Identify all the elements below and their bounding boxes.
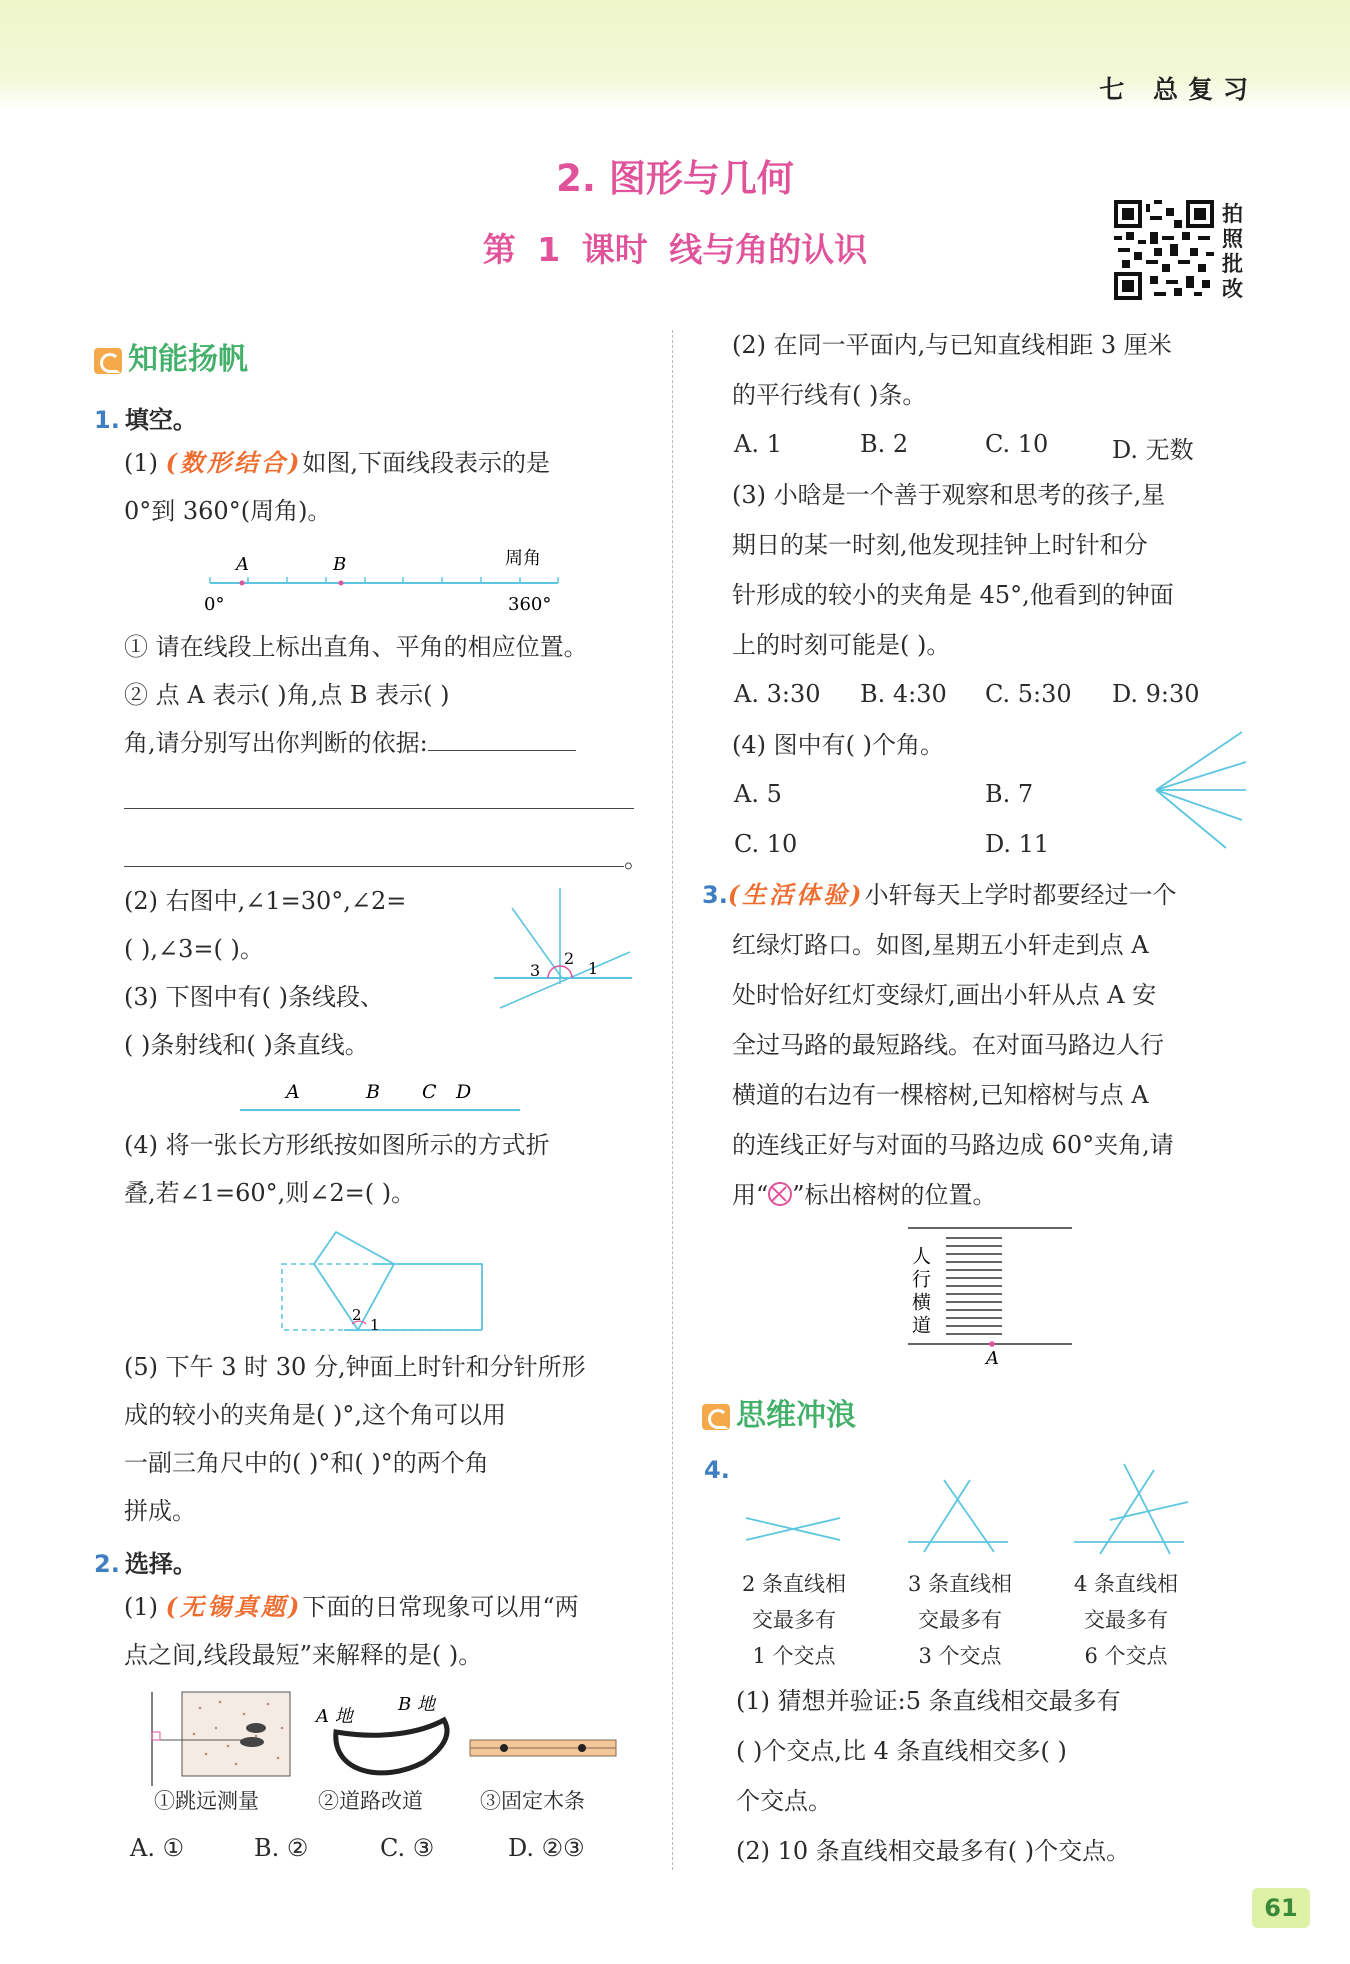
long-jump-picture: [140, 1688, 300, 1788]
q1-p1-b2: [124, 728, 576, 758]
page-title: 2. 图形与几何: [556, 157, 794, 200]
fig-label-b: B: [333, 554, 347, 575]
q2-3-option-b[interactable]: B. 4:30: [860, 680, 947, 708]
q2-heading: [94, 1544, 197, 1579]
q1-p5-line2: 成的较小的夹角是( )°,这个角可以用: [124, 1401, 506, 1429]
q1-p5-line4: 拼成。: [124, 1497, 196, 1525]
point-a-label: A: [286, 1081, 300, 1103]
caption-four-lines-2: 交最多有: [1084, 1608, 1168, 1632]
q1-p4-line1: (4) 将一张长方形纸按如图所示的方式折: [124, 1131, 550, 1159]
q2-p3-line1: (3) 小晗是一个善于观察和思考的孩子,星: [732, 481, 1166, 509]
q1-number: 1.: [94, 406, 120, 434]
column-divider: [672, 330, 673, 1870]
q2-4-option-a[interactable]: A. 5: [734, 780, 782, 808]
answer-line-3-wrap: [124, 844, 648, 874]
fold-angle-2-label: 2: [352, 1306, 362, 1324]
caption-four-lines: [1066, 1566, 1186, 1674]
q1-title: 填空。: [124, 406, 197, 434]
three-lines-figure: [904, 1470, 1024, 1554]
q1-heading: [94, 400, 197, 435]
q3-text-1: 小轩每天上学时都要经过一个: [864, 881, 1177, 909]
fig-label-a: A: [236, 554, 249, 575]
section-knowledge: [94, 334, 248, 378]
q2-3-option-a[interactable]: A. 3:30: [734, 680, 821, 708]
caption-two-lines-3: 1 个交点: [752, 1644, 836, 1668]
q2-1-option-d[interactable]: D. ②③: [508, 1834, 585, 1862]
fig-label-0: 0°: [204, 594, 225, 615]
q1-p1-a: ① 请在线段上标出直角、平角的相应位置。: [124, 633, 588, 661]
q2-p1-line2: 点之间,线段最短”来解释的是( )。: [124, 1641, 483, 1669]
wave-icon: [702, 1404, 730, 1430]
q1-p1-b2-text: 角,请分别写出你判断的依据:: [124, 729, 428, 757]
q2-3-option-d[interactable]: D. 9:30: [1112, 680, 1200, 708]
place-b-label: B 地: [398, 1694, 435, 1715]
q1-p1-tag: (数形结合): [165, 448, 303, 477]
point-a-text: A: [986, 1348, 999, 1369]
q2-1-option-c[interactable]: C. ③: [380, 1834, 435, 1862]
q2-p4-line1: (4) 图中有( )个角。: [732, 731, 944, 759]
q2-p3-line4: 上的时刻可能是( )。: [732, 631, 951, 659]
q2-number: 2.: [94, 1550, 120, 1578]
q4-p1-line2: ( )个交点,比 4 条直线相交多( ): [736, 1737, 1067, 1765]
pic1-caption: ①跳远测量: [154, 1789, 259, 1813]
q1-p1-line2: 0°到 360°(周角)。: [124, 497, 332, 525]
q2-p1-tag: (无锡真题): [165, 1592, 303, 1621]
q2-2-option-a[interactable]: A. 1: [734, 430, 782, 458]
q1-p3-line2: ( )条射线和( )条直线。: [124, 1031, 369, 1059]
place-a-label: A 地: [316, 1706, 353, 1727]
two-lines-figure: [740, 1470, 860, 1554]
point-d-label: D: [456, 1081, 472, 1103]
q1-p5-line3: 一副三角尺中的( )°和( )°的两个角: [124, 1449, 489, 1477]
point-a-marker: [989, 1341, 995, 1347]
fig-label-360: 360°: [508, 594, 552, 615]
q4-p1-line3: 个交点。: [736, 1787, 832, 1815]
fig-label-full-angle: 周角: [505, 548, 541, 569]
q3-number: 3.: [702, 881, 728, 909]
q1-p2-line2: ( ),∠3=( )。: [124, 935, 264, 963]
pic2-caption: ②道路改道: [318, 1789, 423, 1813]
q2-1-option-a[interactable]: A. ①: [130, 1834, 185, 1862]
q1-p1-prefix: (1): [124, 449, 158, 477]
q2-1-option-b[interactable]: B. ②: [254, 1834, 309, 1862]
point-c-label: C: [422, 1081, 437, 1103]
q3-line4: 全过马路的最短路线。在对面马路边人行: [732, 1031, 1164, 1059]
q2-4-option-c[interactable]: C. 10: [734, 830, 798, 858]
caption-three-lines: [900, 1566, 1020, 1674]
caption-four-lines-1: 4 条直线相: [1073, 1572, 1179, 1596]
chapter-label: 七 总复习: [1099, 75, 1258, 104]
q3-text-7b: ”标出榕树的位置。: [792, 1181, 997, 1209]
q2-4-option-b[interactable]: B. 7: [985, 780, 1034, 808]
crosswalk-label: 人行横道: [909, 1246, 931, 1338]
q2-p2-line2: 的平行线有( )条。: [732, 381, 927, 409]
answer-line-3[interactable]: [124, 866, 624, 867]
q2-2-option-c[interactable]: C. 10: [985, 430, 1049, 458]
caption-four-lines-3: 6 个交点: [1084, 1644, 1168, 1668]
q2-p1-prefix: (1): [124, 1593, 158, 1621]
q3-line6: 的连线正好与对面的马路边成 60°夹角,请: [732, 1131, 1174, 1159]
q1-p3-line1: (3) 下图中有( )条线段、: [124, 983, 384, 1011]
q2-p3-line3: 针形成的较小的夹角是 45°,他看到的钟面: [732, 581, 1174, 609]
q1-p4-line2: 叠,若∠1=60°,则∠2=( )。: [124, 1179, 416, 1207]
q3-crosswalk-figure: [904, 1222, 1084, 1372]
q3-line5: 横道的右边有一棵榕树,已知榕树与点 A: [732, 1081, 1149, 1109]
tree-mark-icon: [768, 1182, 792, 1206]
caption-three-lines-3: 3 个交点: [918, 1644, 1002, 1668]
q2-4-option-d[interactable]: D. 11: [985, 830, 1050, 858]
point-b-label: B: [366, 1081, 380, 1103]
q1-angles-figure: [490, 880, 640, 1010]
q1-line-points-figure: [236, 1070, 526, 1118]
q4-heading: [704, 1456, 730, 1484]
q1-p1-b1: ② 点 A 表示( )角,点 B 表示( ): [124, 681, 450, 709]
q2-3-option-c[interactable]: C. 5:30: [985, 680, 1072, 708]
fold-angle-1-label: 1: [370, 1316, 380, 1334]
q4-p2: (2) 10 条直线相交最多有( )个交点。: [736, 1837, 1131, 1865]
q3-tag: (生活体验): [727, 880, 865, 909]
q2-p1-text: 下面的日常现象可以用“两: [302, 1593, 579, 1621]
caption-three-lines-2: 交最多有: [918, 1608, 1002, 1632]
pic3-caption: ③固定木条: [480, 1789, 585, 1813]
q4-number: 4.: [704, 1456, 730, 1484]
angle-3-label: 3: [530, 961, 541, 980]
q3-line3: 处时恰好红灯变绿灯,画出小轩从点 A 安: [732, 981, 1157, 1009]
angle-1-label: 1: [588, 959, 599, 978]
section-thinking: [702, 1390, 856, 1434]
section-thinking-label: 思维冲浪: [736, 1398, 856, 1433]
caption-two-lines-1: 2 条直线相: [741, 1572, 847, 1596]
angle-2-label: 2: [564, 949, 575, 968]
answer-line[interactable]: [428, 750, 576, 751]
point-a-dot: [240, 581, 245, 586]
page-number: 61: [1252, 1888, 1310, 1928]
q1-p2-line1: (2) 右图中,∠1=30°,∠2=: [124, 887, 407, 915]
caption-two-lines-2: 交最多有: [752, 1608, 836, 1632]
q3-text-7a: 用“: [732, 1181, 769, 1209]
caption-two-lines: [734, 1566, 854, 1674]
q1-p1-line1: [124, 448, 550, 478]
caption-three-lines-1: 3 条直线相: [907, 1572, 1013, 1596]
qr-label: 拍照批改: [1222, 202, 1243, 301]
q1-p5-line1: (5) 下午 3 时 30 分,钟面上时针和分针所形: [124, 1353, 586, 1381]
q2-2-option-d[interactable]: D. 无数: [1112, 436, 1194, 464]
q4-p1-line1: (1) 猜想并验证:5 条直线相交最多有: [736, 1687, 1121, 1715]
q2-2-option-b[interactable]: B. 2: [860, 430, 909, 458]
q2-p2-line1: (2) 在同一平面内,与已知直线相距 3 厘米: [732, 331, 1172, 359]
q2-p1-line1: [124, 1592, 579, 1622]
road-detour-picture: [312, 1692, 462, 1788]
point-b-dot: [339, 581, 344, 586]
q1-fold-figure: [274, 1228, 496, 1340]
fix-bar-picture: [466, 1730, 626, 1770]
q2-4-rays-figure: [1150, 728, 1250, 852]
q1-p1-text: 如图,下面线段表示的是: [302, 449, 550, 477]
section-knowledge-label: 知能扬帆: [128, 342, 248, 377]
q2-title: 选择。: [124, 1550, 197, 1578]
lesson-title: 第 1 课时 线与角的认识: [482, 230, 868, 269]
qr-code[interactable]: [1114, 200, 1214, 300]
q3-line1: [702, 880, 1177, 910]
q3-line7: [732, 1180, 997, 1210]
q2-p3-line2: 期日的某一时刻,他发现挂钟上时针和分: [732, 531, 1148, 559]
sail-icon: [94, 348, 122, 374]
answer-line-2[interactable]: [124, 808, 634, 809]
q1-angle-segment-figure: [200, 540, 580, 620]
four-lines-figure: [1070, 1460, 1194, 1556]
q3-line2: 红绿灯路口。如图,星期五小轩走到点 A: [732, 931, 1149, 959]
q1-p1-end: 。: [624, 845, 648, 873]
